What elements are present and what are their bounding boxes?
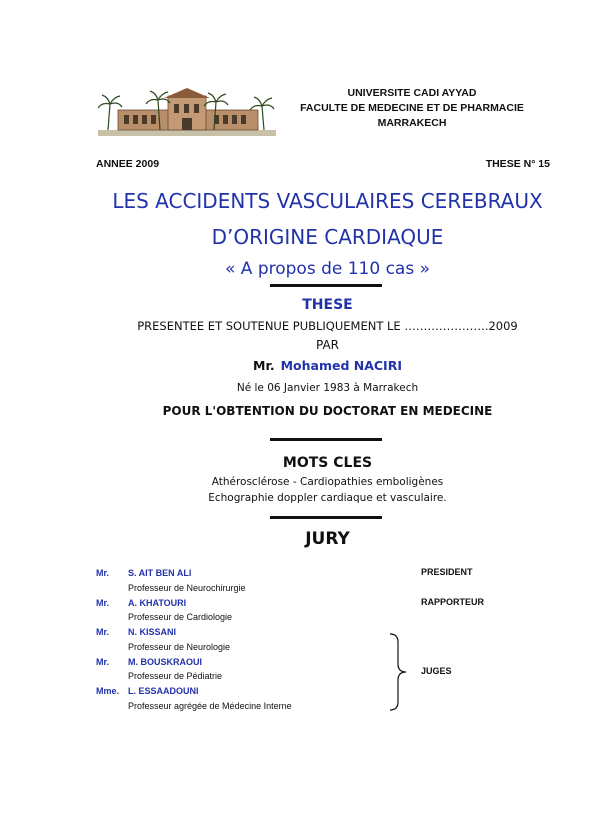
- role-rapporteur: RAPPORTEUR: [421, 597, 485, 607]
- birth-info: Né le 06 Janvier 1983 à Marrakech: [236, 382, 419, 394]
- member-title: Mr.: [96, 627, 110, 637]
- member-profession: Professeur de Pédiatrie: [128, 671, 223, 681]
- keywords-line-2: Echographie doppler cardiaque et vasculaire.: [208, 492, 447, 504]
- role-president: PRESIDENT: [421, 567, 473, 577]
- university-name: UNIVERSITE CADI AYYAD: [347, 87, 477, 99]
- divider: [270, 438, 382, 441]
- member-title: Mme.: [96, 686, 120, 696]
- member-name: M. BOUSKRAOUI: [128, 657, 202, 667]
- thesis-subtitle: « A propos de 110 cas »: [224, 259, 431, 279]
- member-title: Mr.: [96, 598, 110, 608]
- member-name: A. KHATOURI: [128, 598, 187, 608]
- thesis-title-line-1: LES ACCIDENTS VASCULAIRES CEREBRAUX: [112, 189, 543, 213]
- member-profession: Professeur de Neurologie: [128, 642, 231, 652]
- member-profession: Professeur de Neurochirurgie: [128, 583, 246, 593]
- member-profession: Professeur de Cardiologie: [128, 612, 233, 622]
- jury-member: [96, 598, 186, 608]
- keywords-heading: MOTS CLES: [282, 455, 373, 471]
- member-name: L. ESSAADOUNI: [128, 686, 199, 696]
- jury-heading: JURY: [305, 529, 350, 549]
- par-label: PAR: [315, 338, 339, 352]
- member-title: Mr.: [96, 568, 110, 578]
- member-title: Mr.: [96, 657, 110, 667]
- thesis-number: THESE N° 15: [485, 158, 550, 170]
- faculty-name: FACULTE DE MEDECINE ET DE PHARMACIE: [300, 102, 524, 114]
- author-prefix: Mr.: [253, 358, 275, 373]
- member-name: S. AIT BEN ALI: [128, 568, 192, 578]
- these-heading: THESE: [302, 297, 353, 313]
- city-name: MARRAKECH: [377, 117, 447, 129]
- author-name: Mohamed NACIRI: [280, 358, 402, 373]
- divider: [270, 516, 382, 519]
- divider: [270, 284, 382, 287]
- keywords-line-1: Athérosclérose - Cardiopathies emboligènes: [211, 476, 444, 488]
- doctorate-line: POUR L'OBTENTION DU DOCTORAT EN MEDECINE: [162, 404, 493, 418]
- jury-member: [96, 686, 199, 696]
- curly-brace-icon: [388, 632, 408, 712]
- role-juges: JUGES: [421, 666, 452, 676]
- academic-year: ANNEE 2009: [96, 158, 160, 170]
- jury-member: [96, 657, 202, 667]
- jury-member: [96, 568, 191, 578]
- presented-line: PRESENTEE ET SOUTENUE PUBLIQUEMENT LE ………………….2009: [137, 319, 518, 333]
- thesis-title-line-2: D’ORIGINE CARDIAQUE: [211, 225, 444, 249]
- faculty-logo-illustration: [98, 86, 276, 138]
- jury-member: [96, 627, 176, 637]
- institution-block: [282, 86, 542, 131]
- author-line: [0, 358, 600, 373]
- member-name: N. KISSANI: [128, 627, 177, 637]
- member-profession: Professeur agrégée de Médecine Interne: [128, 701, 292, 711]
